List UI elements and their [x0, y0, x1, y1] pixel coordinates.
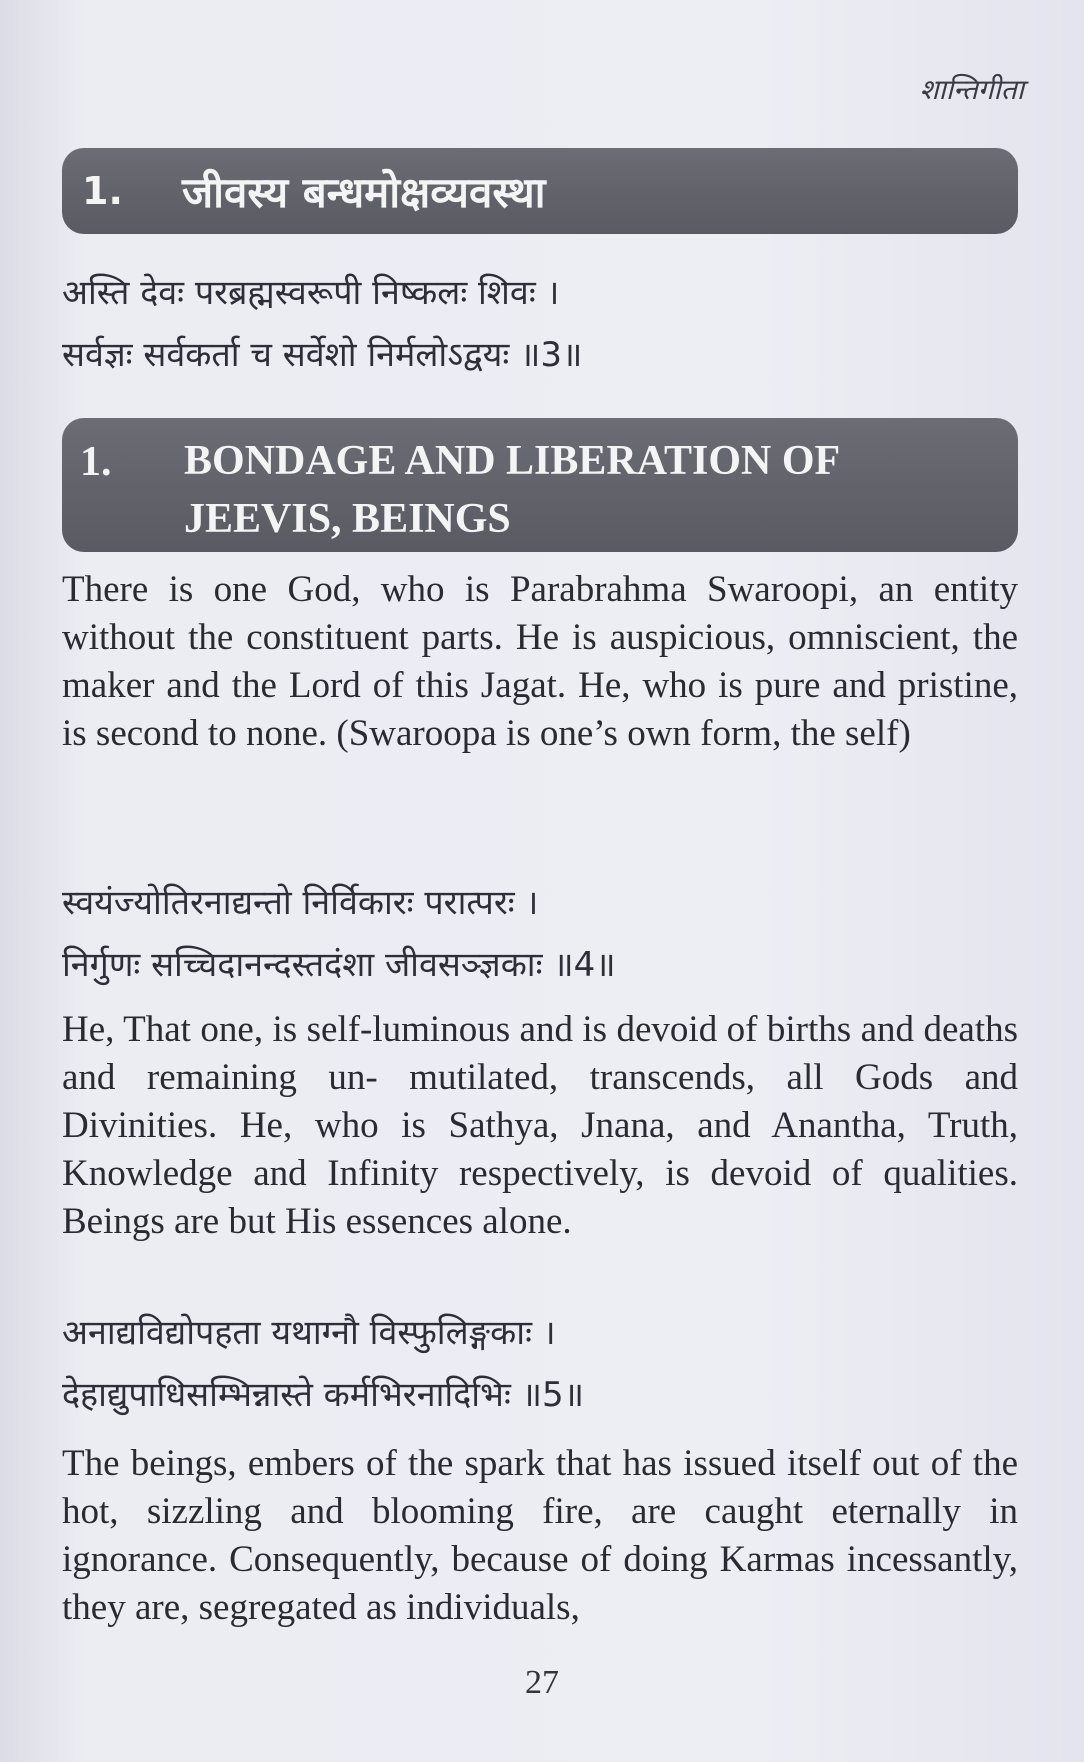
paragraph: He, That one, is self-luminous and is devoid of births and deaths and remaining un- mutilated, transcends, all Gods and Divinities. He, who is Sathya, Jnana, and Anantha, Truth, Knowledge and Infinity respectively, is devoid of qualities. Beings are but His essences alone.: [62, 1009, 1018, 1242]
verse-line: सर्वज्ञः सर्वकर्ता च सर्वेशो निर्मलोऽद्वयः ॥3॥: [62, 335, 583, 375]
section-number: 1.: [80, 439, 112, 485]
verse-5: [62, 1302, 1022, 1426]
section-heading-hindi: [62, 148, 1018, 234]
verse-3: [62, 262, 1022, 386]
verse-line: देहाद्युपाधिसम्भिन्नास्ते कर्मभिरनादिभिः ॥5॥: [62, 1375, 584, 1415]
section-number: 1.: [82, 169, 123, 213]
verse-line: अनाद्यविद्योपहता यथाग्नौ विस्फुलिङ्गकाः ।: [62, 1313, 556, 1353]
paragraph: The beings, embers of the spark that has issued itself out of the hot, sizzling and blooming fire, are caught eternally in ignorance. Consequently, because of doing Karmas incessantly, they are, segregated as individuals,: [62, 1443, 1018, 1628]
verse-line: निर्गुणः सच्चिदानन्दस्तदंशा जीवसञ्ज्ञकाः ॥4॥: [62, 945, 616, 985]
section-title-line: JEEVIS, BEINGS: [184, 496, 511, 542]
verse-line: स्वयंज्योतिरनाद्यन्तो निर्विकारः परात्परः ।: [62, 883, 539, 923]
section-heading-english: [62, 418, 1018, 552]
section-title: जीवस्य बन्धमोक्षव्यवस्था: [182, 167, 546, 217]
section-title-line: BONDAGE AND LIBERATION OF: [184, 438, 841, 484]
page-number: 27: [525, 1664, 559, 1701]
paragraph: There is one God, who is Parabrahma Swaroopi, an entity without the constituent parts. He is auspicious, omniscient, the maker and the Lord of this Jagat. He, who is pure and pristine, is second to none. (Swaroopa is one’s own form, the self): [62, 569, 1018, 754]
running-head: शान्तिगीता: [919, 73, 1024, 106]
verse-line: अस्ति देवः परब्रह्मस्वरूपी निष्कलः शिवः ।: [62, 273, 560, 313]
section-title: [184, 432, 840, 548]
verse-4: [62, 872, 1022, 996]
